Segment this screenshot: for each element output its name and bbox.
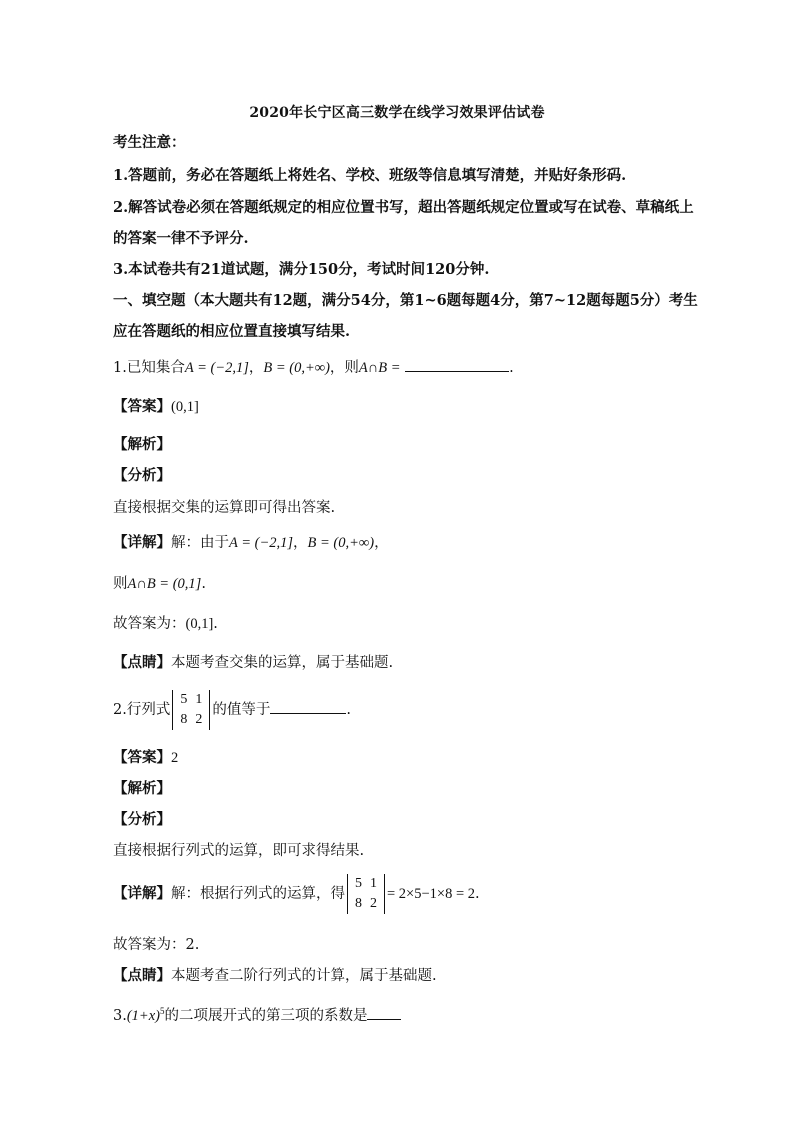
q1-set-b: B = (0,+∞) (263, 360, 330, 376)
q1-end: . (509, 360, 514, 376)
q1-comment-line (113, 653, 693, 673)
page-title: 2020年长宁区高三数学在线学习效果评估试卷 (249, 105, 545, 121)
notice-item-3: 3.本试卷共有21道试题，满分150分，考试时间120分钟. (113, 261, 490, 278)
q2-answer-line (113, 748, 693, 768)
q1-conclusion-end: . (213, 616, 218, 632)
q1-analysis-label: 【解析】 (113, 436, 171, 453)
q1-answer: (0,1] (171, 399, 199, 415)
q1-then-line (113, 574, 693, 594)
question-1 (113, 357, 693, 378)
notice-item-1: 1.答题前，务必在答题纸上将姓名、学校、班级等信息填写清楚，并贴好条形码. (113, 167, 627, 184)
q1-detail-end: ， (374, 535, 389, 551)
q2-comment-label: 【点睛】 (113, 967, 171, 984)
q1-sep: ， (248, 360, 264, 376)
q2-analysis-label: 【解析】 (113, 780, 171, 797)
q1-fenxi-label: 【分析】 (113, 467, 171, 484)
q2-answer-label: 【答案】 (113, 749, 171, 766)
q2-end: . (346, 702, 351, 718)
q3-suffix: 的二项展开式的第三项的系数是 (164, 1007, 368, 1024)
q1-detail-set-a: A = (−2,1] (229, 535, 294, 551)
question-2 (113, 690, 693, 730)
q2-detail-determinant (347, 874, 385, 914)
q2-detail-line (113, 874, 693, 914)
q3-answer-blank (367, 1005, 401, 1020)
q1-detail-sep: ， (293, 535, 308, 551)
q1-conclusion-prefix: 故答案为： (113, 616, 186, 632)
q1-detail-set-b: B = (0,+∞) (307, 535, 375, 551)
q2-fenxi-label: 【分析】 (113, 811, 171, 828)
q2-m22: 2 (195, 712, 203, 727)
q1-conclusion-line (113, 614, 693, 634)
q1-then-prefix: 则 (113, 576, 128, 592)
notice-item-2-cont: 的答案一律不予评分. (113, 230, 249, 247)
q3-exponent: 5 (159, 1006, 165, 1016)
q2-comment-line (113, 966, 693, 986)
q1-then-expr: A∩B = (0,1] (127, 576, 202, 592)
q2-detail-label: 【详解】 (113, 885, 171, 902)
q1-detail-prefix: 解：由于 (171, 535, 229, 551)
q1-answer-blank (405, 357, 509, 372)
notice-heading: 考生注意： (113, 134, 186, 151)
section-heading-line1: 一、填空题（本大题共有12题，满分54分，第1~6题每题4分，第7~12题每题5分）考生 (113, 292, 698, 309)
q3-prefix: 3. (113, 1007, 127, 1024)
q2-fenxi-text: 直接根据行列式的运算，即可求得结果. (113, 843, 365, 859)
q2-d11: 5 (355, 876, 362, 891)
q1-comment: 本题考查交集的运算，属于基础题. (171, 655, 394, 671)
q1-detail-label: 【详解】 (113, 534, 171, 551)
section-heading-line2: 应在答题纸的相应位置直接填写结果. (113, 323, 351, 340)
question-3 (113, 1001, 693, 1026)
q2-detail-prefix: 解：根据行列式的运算，得 (171, 886, 345, 902)
q1-fenxi-text: 直接根据交集的运算即可得出答案. (113, 500, 336, 516)
q2-d22: 2 (370, 896, 377, 911)
q1-prefix: 1.已知集合 (113, 360, 185, 376)
q1-answer-label: 【答案】 (113, 398, 171, 415)
q2-detail-calc: = 2×5−1×8 = 2 (387, 886, 476, 902)
q2-d12: 1 (370, 876, 377, 891)
q1-set-a: A = (−2,1] (184, 360, 249, 376)
q2-d21: 8 (355, 896, 362, 911)
q2-m12: 1 (195, 692, 203, 707)
notice-item-2: 2.解答试卷必须在答题纸规定的相应位置书写，超出答题纸规定位置或写在试卷、草稿纸上 (113, 199, 694, 216)
q2-m21: 8 (180, 712, 188, 727)
q1-conclusion-value: (0,1] (185, 616, 214, 632)
q1-detail-line (113, 533, 693, 553)
q2-answer-blank (270, 699, 346, 714)
q2-m11: 5 (180, 692, 188, 707)
q1-then-end: . (201, 576, 206, 592)
q1-answer-line (113, 397, 693, 417)
q3-base: (1+x) (126, 1007, 160, 1024)
q2-comment: 本题考查二阶行列式的计算，属于基础题. (171, 968, 437, 984)
q1-ask: ，则 (329, 360, 359, 376)
q2-conclusion: 故答案为：2. (113, 937, 200, 953)
q2-prefix: 2.行列式 (113, 702, 171, 718)
q2-suffix: 的值等于 (212, 702, 271, 718)
q1-expr: A∩B = (358, 360, 401, 376)
q2-determinant (172, 690, 210, 730)
q1-comment-label: 【点睛】 (113, 654, 171, 671)
q2-detail-end: . (475, 886, 480, 902)
q2-answer: 2 (171, 750, 179, 766)
